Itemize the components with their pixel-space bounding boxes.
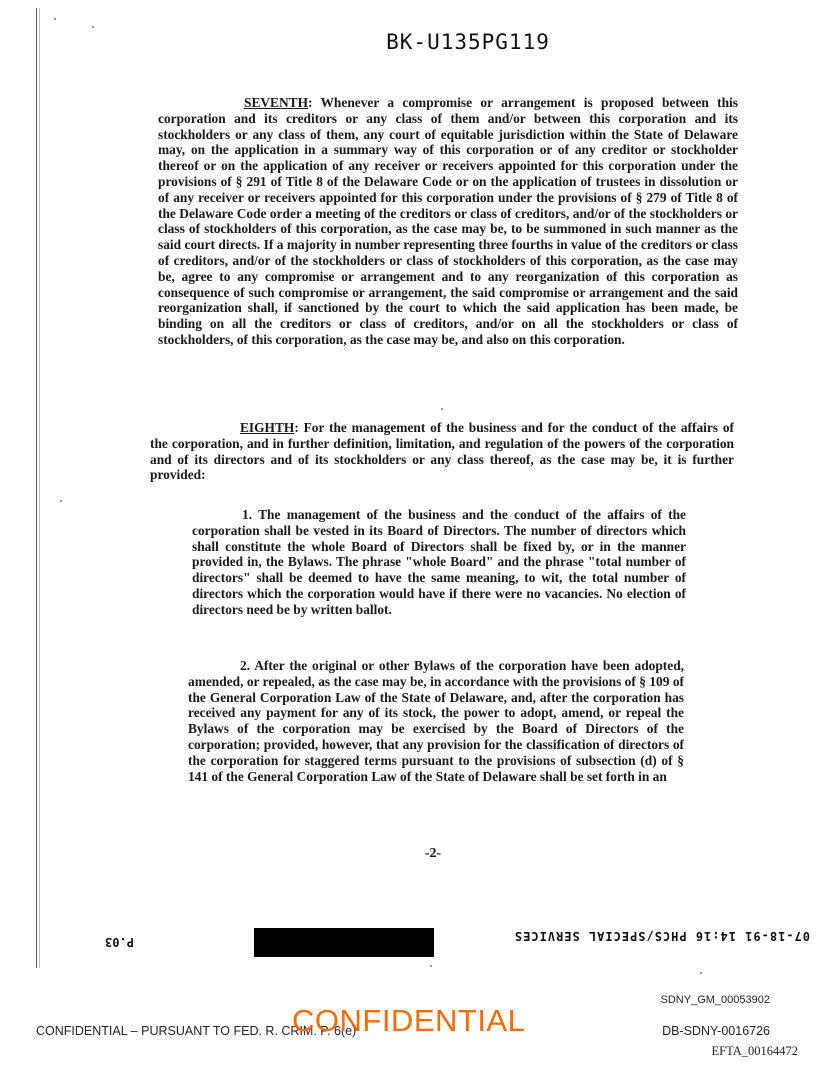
bates-number-gm: SDNY_GM_00053902 <box>660 994 770 1006</box>
scan-edge-line <box>36 8 37 968</box>
provision-number: 1. <box>242 507 253 522</box>
scan-speck <box>700 972 702 974</box>
redaction-box <box>254 928 434 957</box>
provision-number: 2. <box>240 658 251 673</box>
scan-speck <box>54 18 56 20</box>
provision-item <box>192 507 686 618</box>
article-seventh-heading: SEVENTH <box>244 95 308 110</box>
fax-page-number: P.03 <box>105 935 134 949</box>
bates-number-db: DB-SDNY-0016726 <box>662 1024 770 1038</box>
provision-item <box>188 658 684 784</box>
article-seventh <box>158 95 738 348</box>
scan-speck <box>430 965 432 967</box>
page-number: -2- <box>424 846 442 861</box>
scan-edge-line-faint <box>39 8 40 968</box>
efta-number: EFTA_00164472 <box>711 1044 798 1058</box>
fax-header-line: 07-18-91 14:16 PHCS/SPECIAL SERVICES <box>513 929 810 943</box>
article-seventh-text: : Whenever a compromise or arrangement is proposed between this corporation and its creditors or any class of them and/or between this corporation and its stockholders or any class of them, any court of equitable jurisdiction within the State of Delaware may, on the application in a summary way of this corporation or of any creditor or stockholder thereof or on the application of any receiver or receivers appointed for this corporation under the provisions of § 291 of Title 8 of the Delaware Code or on the application of trustees in dissolution or of any receiver or receivers appointed for this corporation under the provisions of § 279 of Title 8 of the Delaware Code order a meeting of the creditors or class of creditors, and/or of the stockholders or class of stockholders of this corporation, as the case may be, to be summoned in such manner as the said court directs. If a majority in number representing three fourths in value of the creditors or class of creditors, and/or of the stockholders or class of stockholders of this corporation, as the case may be, agree to any compromise or arrangement and to any reorganization of this corporation as consequence of such compromise or arrangement, the said compromise or arrangement and the said reorganization shall, if sanctioned by the court to which the said application has been made, be binding on all the creditors or class of creditors, and/or on all the stockholders or class of stockholders, of this corporation, as the case may be, and also on this corporation. <box>158 95 738 347</box>
book-page-reference: BK-U135PG119 <box>386 30 550 54</box>
provision-text: After the original or other Bylaws of the corporation have been adopted, amended, or repealed, as the case may be, in accordance with the provisions of § 109 of the General Corporation Law of the State of Delaware, and, after the corporation has received any payment for any of its stock, the power to adopt, amend, or repeal the Bylaws of the corporation may be exercised by the Board of Directors of the corporation; provided, however, that any provision for the classification of directors of the corporation for staggered terms pursuant to the provisions of subsection (d) of § 141 of the General Corporation Law of the State of Delaware shall be set forth in an <box>188 658 684 784</box>
provision-text: The management of the business and the conduct of the affairs of the corporation shall be vested in its Board of Directors. The number of directors which shall constitute the whole Board of Directors shall be fixed by, or in the manner provided in, the Bylaws. The phrase "whole Board" and the phrase "total number of directors" shall be deemed to have the same meaning, to wit, the total number of directors which the corporation would have if there were no vacancies. No election of directors need be by written ballot. <box>192 507 687 617</box>
scan-speck <box>92 26 94 28</box>
article-eighth-heading: EIGHTH <box>240 420 295 435</box>
scan-speck <box>441 408 443 410</box>
scan-speck <box>60 500 62 502</box>
article-eighth-text: : For the management of the business and for the conduct of the affairs of the corporation, and in further definition, limitation, and regulation of the powers of the corporation and of its directors and of its stockholders or any class thereof, as the case may be, it is further provided: <box>150 420 734 483</box>
article-eighth <box>150 420 734 483</box>
confidential-stamp: CONFIDENTIAL <box>292 1003 526 1038</box>
confidential-notice: CONFIDENTIAL – PURSUANT TO FED. R. CRIM. P. 6(e) <box>36 1024 357 1038</box>
